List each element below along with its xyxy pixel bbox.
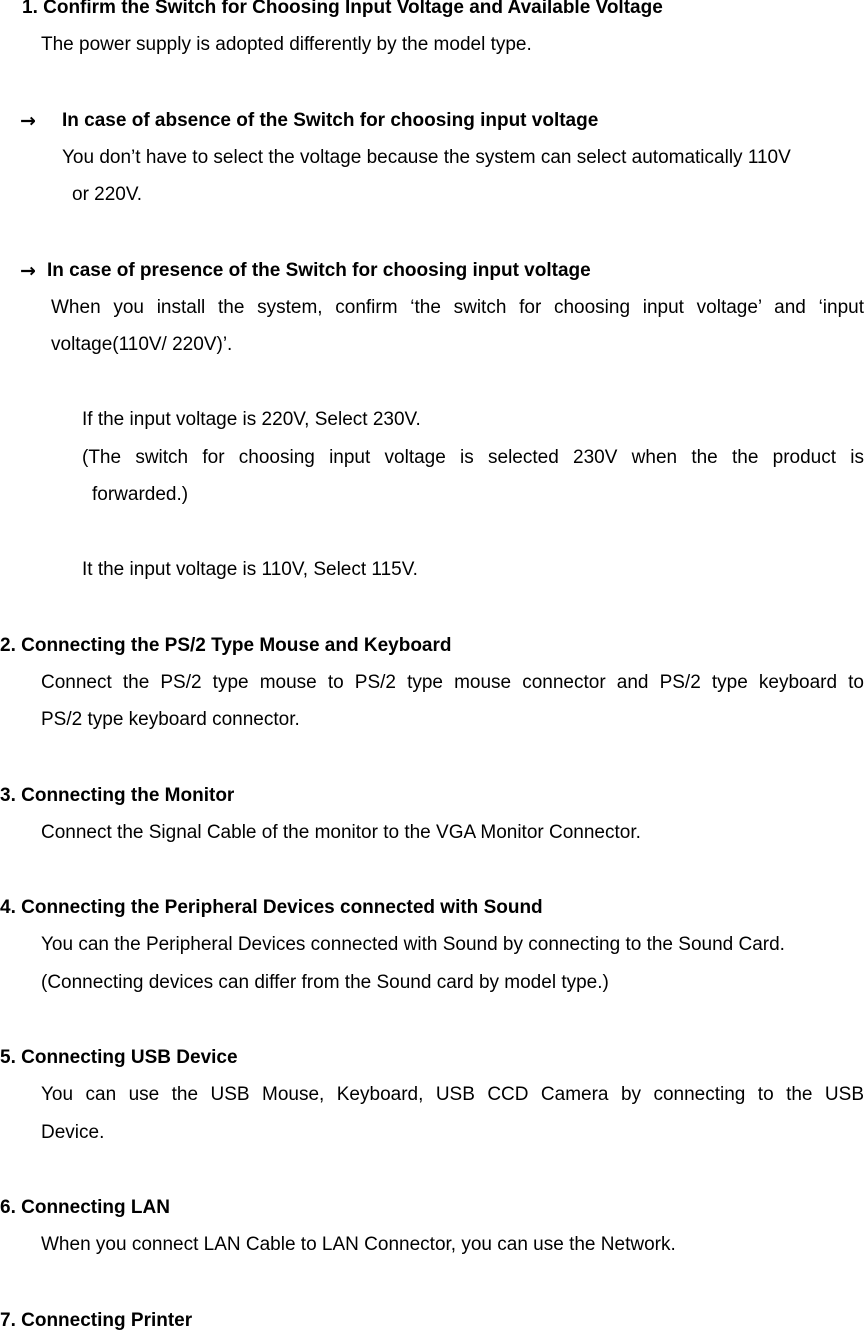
arrow-right-icon: →	[20, 110, 36, 132]
section-5-text-line-1: You can use the USB Mouse, Keyboard, USB CCD Camera by connecting to the USB	[41, 1084, 864, 1105]
section-7-heading: 7. Connecting Printer	[0, 1310, 193, 1331]
section-2-text-line-1: Connect the PS/2 type mouse to PS/2 type mouse connector and PS/2 type keyboard to	[41, 672, 864, 693]
presence-text-line-2: voltage(110V/ 220V)’.	[51, 334, 233, 355]
absence-text-line-2: or 220V.	[72, 184, 143, 205]
section-6-text: When you connect LAN Cable to LAN Connector, you can use the Network.	[41, 1234, 676, 1255]
section-5-heading: 5. Connecting USB Device	[0, 1047, 238, 1068]
absence-title: In case of absence of the Switch for choosing input voltage	[62, 110, 599, 131]
section-2-text-line-2: PS/2 type keyboard connector.	[41, 709, 300, 730]
select-115v-text: It the input voltage is 110V, Select 115V.	[82, 559, 418, 580]
presence-text-line-1: When you install the system, confirm ‘the switch for choosing input voltage’ and ‘input	[51, 297, 864, 318]
absence-text-line-1: You don’t have to select the voltage because the system can select automatically 110V	[62, 147, 791, 168]
section-3-heading: 3. Connecting the Monitor	[0, 785, 235, 806]
forward-note-line-2: forwarded.)	[92, 484, 189, 505]
absence-subheading	[20, 110, 599, 133]
section-5-text-line-2: Device.	[41, 1122, 105, 1143]
section-6-heading: 6. Connecting LAN	[0, 1197, 170, 1218]
section-4-text-line-1: You can the Peripheral Devices connected with Sound by connecting to the Sound Card.	[41, 934, 785, 955]
forward-note-line-1: (The switch for choosing input voltage is selected 230V when the the product is	[82, 447, 864, 468]
arrow-right-icon: →	[20, 260, 36, 282]
section-4-heading: 4. Connecting the Peripheral Devices connected with Sound	[0, 897, 543, 918]
presence-subheading	[20, 260, 591, 283]
section-3-text: Connect the Signal Cable of the monitor to the VGA Monitor Connector.	[41, 822, 641, 843]
section-1-heading: 1. Confirm the Switch for Choosing Input Voltage and Available Voltage	[22, 0, 663, 18]
section-2-heading: 2. Connecting the PS/2 Type Mouse and Keyboard	[0, 635, 452, 656]
presence-title: In case of presence of the Switch for choosing input voltage	[47, 260, 591, 281]
section-1-intro: The power supply is adopted differently by the model type.	[41, 34, 532, 55]
section-4-text-line-2: (Connecting devices can differ from the Sound card by model type.)	[41, 972, 609, 993]
select-230v-text: If the input voltage is 220V, Select 230V.	[82, 409, 421, 430]
